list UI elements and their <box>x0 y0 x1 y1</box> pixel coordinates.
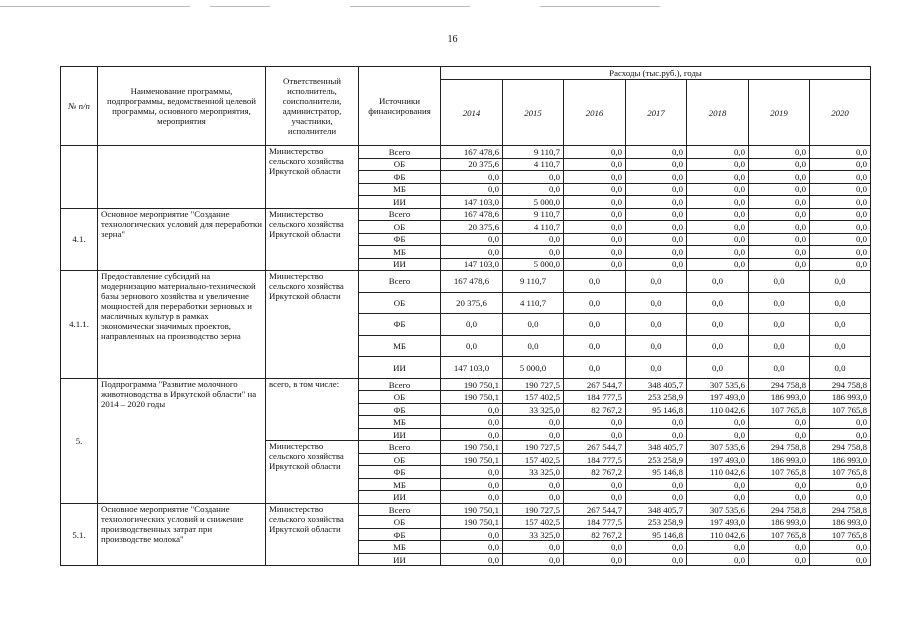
value-2020: 0,0 <box>810 416 871 429</box>
value-2016: 0,0 <box>564 416 626 429</box>
value-2017: 0,0 <box>626 146 687 159</box>
header-responsible: Ответственный исполнитель, соисполнители, администратор, участники, исполнители <box>266 67 359 146</box>
value-2017: 0,0 <box>626 246 687 259</box>
value-2015: 0,0 <box>503 541 564 554</box>
value-2020: 0,0 <box>810 335 871 357</box>
header-year-2017: 2017 <box>626 80 687 146</box>
value-2017: 348 405,7 <box>626 378 687 391</box>
value-2018: 0,0 <box>687 553 749 566</box>
funding-source: ИИ <box>359 491 441 504</box>
value-2018: 0,0 <box>687 246 749 259</box>
value-2015: 0,0 <box>503 314 564 336</box>
value-2017: 0,0 <box>626 478 687 491</box>
funding-source: ФБ <box>359 403 441 416</box>
value-2015: 157 402,5 <box>503 391 564 404</box>
value-2016: 0,0 <box>564 183 626 196</box>
value-2018: 197 493,0 <box>687 453 749 466</box>
value-2017: 95 146,8 <box>626 403 687 416</box>
value-2016: 184 777,5 <box>564 391 626 404</box>
value-2018: 0,0 <box>687 357 749 379</box>
value-2016: 0,0 <box>564 233 626 246</box>
value-2020: 0,0 <box>810 271 871 293</box>
value-2015: 4 110,7 <box>503 221 564 234</box>
value-2016: 267 544,7 <box>564 378 626 391</box>
funding-source: МБ <box>359 541 441 554</box>
value-2016: 267 544,7 <box>564 503 626 516</box>
value-2017: 253 258,9 <box>626 516 687 529</box>
value-2016: 267 544,7 <box>564 441 626 454</box>
funding-source: ИИ <box>359 196 441 209</box>
value-2015: 4 110,7 <box>503 158 564 171</box>
value-2014: 0,0 <box>441 553 503 566</box>
value-2015: 0,0 <box>503 335 564 357</box>
value-2020: 0,0 <box>810 292 871 314</box>
value-2017: 0,0 <box>626 171 687 184</box>
value-2018: 0,0 <box>687 196 749 209</box>
value-2015: 5 000,0 <box>503 357 564 379</box>
value-2017: 0,0 <box>626 491 687 504</box>
funding-source: Всего <box>359 378 441 391</box>
value-2014: 190 750,1 <box>441 453 503 466</box>
value-2018: 307 535,6 <box>687 503 749 516</box>
value-2014: 147 103,0 <box>441 357 503 379</box>
value-2014: 20 375,6 <box>441 221 503 234</box>
row-number <box>61 146 98 209</box>
value-2019: 0,0 <box>749 292 810 314</box>
value-2020: 0,0 <box>810 478 871 491</box>
funding-source: ОБ <box>359 158 441 171</box>
value-2016: 0,0 <box>564 553 626 566</box>
value-2015: 0,0 <box>503 491 564 504</box>
value-2016: 0,0 <box>564 271 626 293</box>
header-expenses: Расходы (тыс.руб.), годы <box>441 67 871 80</box>
value-2020: 0,0 <box>810 171 871 184</box>
value-2020: 0,0 <box>810 428 871 441</box>
value-2020: 186 993,0 <box>810 516 871 529</box>
value-2020: 0,0 <box>810 208 871 221</box>
header-year-2019: 2019 <box>749 80 810 146</box>
value-2018: 0,0 <box>687 271 749 293</box>
value-2017: 0,0 <box>626 314 687 336</box>
value-2016: 0,0 <box>564 158 626 171</box>
value-2019: 107 765,8 <box>749 466 810 479</box>
value-2018: 0,0 <box>687 314 749 336</box>
value-2015: 190 727,5 <box>503 441 564 454</box>
value-2014: 167 478,6 <box>441 208 503 221</box>
table-row <box>61 146 871 159</box>
value-2020: 0,0 <box>810 491 871 504</box>
responsible-executor: Министерство сельского хозяйства Иркутской области <box>266 441 359 504</box>
value-2014: 0,0 <box>441 428 503 441</box>
value-2018: 0,0 <box>687 416 749 429</box>
value-2014: 0,0 <box>441 171 503 184</box>
value-2020: 0,0 <box>810 158 871 171</box>
value-2018: 0,0 <box>687 183 749 196</box>
value-2015: 0,0 <box>503 428 564 441</box>
value-2016: 0,0 <box>564 314 626 336</box>
value-2015: 9 110,7 <box>503 146 564 159</box>
value-2019: 0,0 <box>749 196 810 209</box>
value-2017: 0,0 <box>626 416 687 429</box>
value-2014: 0,0 <box>441 183 503 196</box>
value-2020: 0,0 <box>810 196 871 209</box>
value-2015: 157 402,5 <box>503 453 564 466</box>
value-2015: 0,0 <box>503 416 564 429</box>
row-number: 4.1.1. <box>61 271 98 379</box>
funding-source: МБ <box>359 246 441 259</box>
funding-source: МБ <box>359 183 441 196</box>
value-2016: 0,0 <box>564 146 626 159</box>
value-2017: 95 146,8 <box>626 466 687 479</box>
value-2018: 197 493,0 <box>687 516 749 529</box>
value-2016: 0,0 <box>564 428 626 441</box>
value-2019: 0,0 <box>749 158 810 171</box>
value-2018: 0,0 <box>687 221 749 234</box>
value-2014: 0,0 <box>441 478 503 491</box>
value-2014: 190 750,1 <box>441 516 503 529</box>
value-2014: 147 103,0 <box>441 196 503 209</box>
value-2017: 253 258,9 <box>626 391 687 404</box>
value-2014: 167 478,6 <box>441 271 503 293</box>
header-year-2016: 2016 <box>564 80 626 146</box>
value-2019: 0,0 <box>749 233 810 246</box>
page-number: 16 <box>447 34 458 45</box>
funding-source: Всего <box>359 208 441 221</box>
value-2018: 0,0 <box>687 233 749 246</box>
value-2017: 0,0 <box>626 196 687 209</box>
value-2014: 0,0 <box>441 335 503 357</box>
value-2018: 0,0 <box>687 491 749 504</box>
header-num: № п/п <box>61 67 98 146</box>
value-2018: 110 042,6 <box>687 403 749 416</box>
funding-source: ОБ <box>359 292 441 314</box>
value-2015: 9 110,7 <box>503 271 564 293</box>
value-2020: 294 758,8 <box>810 378 871 391</box>
value-2017: 0,0 <box>626 292 687 314</box>
value-2018: 0,0 <box>687 208 749 221</box>
value-2016: 0,0 <box>564 478 626 491</box>
value-2017: 0,0 <box>626 258 687 271</box>
funding-source: Всего <box>359 441 441 454</box>
funding-source: МБ <box>359 416 441 429</box>
value-2019: 0,0 <box>749 183 810 196</box>
table-row <box>61 208 871 221</box>
value-2019: 294 758,8 <box>749 441 810 454</box>
value-2019: 0,0 <box>749 208 810 221</box>
table-header <box>61 67 871 146</box>
value-2019: 0,0 <box>749 335 810 357</box>
value-2016: 0,0 <box>564 208 626 221</box>
value-2017: 0,0 <box>626 541 687 554</box>
funding-source: ФБ <box>359 171 441 184</box>
value-2014: 0,0 <box>441 246 503 259</box>
table-body <box>61 146 871 566</box>
value-2016: 82 767,2 <box>564 528 626 541</box>
value-2019: 294 758,8 <box>749 503 810 516</box>
value-2019: 186 993,0 <box>749 453 810 466</box>
value-2016: 184 777,5 <box>564 453 626 466</box>
value-2019: 0,0 <box>749 146 810 159</box>
value-2018: 110 042,6 <box>687 466 749 479</box>
value-2020: 0,0 <box>810 258 871 271</box>
table-row <box>61 378 871 391</box>
header-year-2018: 2018 <box>687 80 749 146</box>
value-2017: 0,0 <box>626 335 687 357</box>
value-2017: 95 146,8 <box>626 528 687 541</box>
value-2018: 0,0 <box>687 428 749 441</box>
value-2018: 307 535,6 <box>687 378 749 391</box>
value-2020: 0,0 <box>810 541 871 554</box>
value-2018: 0,0 <box>687 146 749 159</box>
value-2014: 190 750,1 <box>441 503 503 516</box>
funding-source: Всего <box>359 503 441 516</box>
value-2014: 20 375,6 <box>441 292 503 314</box>
scan-top-line <box>0 6 905 7</box>
value-2015: 33 325,0 <box>503 403 564 416</box>
value-2018: 110 042,6 <box>687 528 749 541</box>
value-2018: 0,0 <box>687 258 749 271</box>
value-2014: 0,0 <box>441 233 503 246</box>
value-2020: 107 765,8 <box>810 528 871 541</box>
value-2019: 0,0 <box>749 553 810 566</box>
value-2015: 5 000,0 <box>503 258 564 271</box>
value-2015: 33 325,0 <box>503 528 564 541</box>
value-2019: 186 993,0 <box>749 391 810 404</box>
value-2015: 4 110,7 <box>503 292 564 314</box>
value-2015: 0,0 <box>503 553 564 566</box>
table-row <box>61 271 871 293</box>
value-2014: 0,0 <box>441 314 503 336</box>
value-2014: 147 103,0 <box>441 258 503 271</box>
header-year-2015: 2015 <box>503 80 564 146</box>
value-2019: 0,0 <box>749 541 810 554</box>
value-2016: 0,0 <box>564 335 626 357</box>
value-2014: 0,0 <box>441 466 503 479</box>
value-2016: 82 767,2 <box>564 466 626 479</box>
program-name: Предоставление субсидий на модернизацию материально-технической базы зернового хозяйства и увеличение мощностей для переработки зерновых и масличных культур в рамках экономически значимых проектов, направленных на производство зерна <box>98 271 266 379</box>
value-2018: 0,0 <box>687 292 749 314</box>
program-name: Основное мероприятие "Создание технологических условий и снижение производственных затрат при производстве молока" <box>98 503 266 566</box>
header-year-2014: 2014 <box>441 80 503 146</box>
funding-source: ОБ <box>359 453 441 466</box>
value-2016: 184 777,5 <box>564 516 626 529</box>
value-2016: 0,0 <box>564 258 626 271</box>
value-2019: 0,0 <box>749 171 810 184</box>
value-2018: 0,0 <box>687 541 749 554</box>
value-2015: 190 727,5 <box>503 503 564 516</box>
value-2015: 190 727,5 <box>503 378 564 391</box>
value-2017: 0,0 <box>626 233 687 246</box>
header-year-2020: 2020 <box>810 80 871 146</box>
value-2017: 0,0 <box>626 221 687 234</box>
value-2019: 0,0 <box>749 271 810 293</box>
header-source: Источники финансирования <box>359 67 441 146</box>
value-2020: 0,0 <box>810 246 871 259</box>
value-2018: 0,0 <box>687 158 749 171</box>
responsible-executor: Министерство сельского хозяйства Иркутской области <box>266 271 359 379</box>
funding-source: ОБ <box>359 221 441 234</box>
funding-source: ФБ <box>359 314 441 336</box>
value-2018: 0,0 <box>687 478 749 491</box>
value-2020: 294 758,8 <box>810 503 871 516</box>
program-name: Основное мероприятие "Создание технологических условий для переработки зерна" <box>98 208 266 271</box>
expenses-table <box>60 66 871 566</box>
value-2019: 0,0 <box>749 428 810 441</box>
value-2020: 186 993,0 <box>810 453 871 466</box>
value-2020: 0,0 <box>810 233 871 246</box>
funding-source: ИИ <box>359 258 441 271</box>
value-2020: 0,0 <box>810 357 871 379</box>
funding-source: МБ <box>359 478 441 491</box>
value-2020: 0,0 <box>810 221 871 234</box>
responsible-executor: Министерство сельского хозяйства Иркутской области <box>266 208 359 271</box>
funding-source: ОБ <box>359 391 441 404</box>
value-2020: 0,0 <box>810 146 871 159</box>
value-2016: 0,0 <box>564 541 626 554</box>
value-2020: 107 765,8 <box>810 466 871 479</box>
value-2019: 0,0 <box>749 246 810 259</box>
value-2019: 0,0 <box>749 258 810 271</box>
value-2015: 157 402,5 <box>503 516 564 529</box>
value-2017: 0,0 <box>626 357 687 379</box>
value-2014: 20 375,6 <box>441 158 503 171</box>
value-2020: 107 765,8 <box>810 403 871 416</box>
value-2019: 0,0 <box>749 314 810 336</box>
responsible-executor: Министерство сельского хозяйства Иркутской области <box>266 146 359 209</box>
funding-source: ФБ <box>359 233 441 246</box>
value-2015: 0,0 <box>503 183 564 196</box>
value-2014: 0,0 <box>441 491 503 504</box>
value-2016: 0,0 <box>564 221 626 234</box>
value-2020: 0,0 <box>810 314 871 336</box>
value-2017: 348 405,7 <box>626 441 687 454</box>
value-2019: 186 993,0 <box>749 516 810 529</box>
funding-source: ИИ <box>359 428 441 441</box>
value-2019: 0,0 <box>749 221 810 234</box>
value-2014: 0,0 <box>441 541 503 554</box>
value-2019: 0,0 <box>749 478 810 491</box>
value-2015: 33 325,0 <box>503 466 564 479</box>
row-number: 5.1. <box>61 503 98 566</box>
funding-source: ОБ <box>359 516 441 529</box>
value-2014: 0,0 <box>441 416 503 429</box>
value-2019: 107 765,8 <box>749 403 810 416</box>
value-2019: 107 765,8 <box>749 528 810 541</box>
value-2018: 0,0 <box>687 171 749 184</box>
value-2019: 0,0 <box>749 357 810 379</box>
program-name: Подпрограмма "Развитие молочного животноводства в Иркутской области" на 2014 – 2020 годы <box>98 378 266 503</box>
row-number: 5. <box>61 378 98 503</box>
funding-source: ИИ <box>359 553 441 566</box>
value-2016: 0,0 <box>564 171 626 184</box>
value-2016: 0,0 <box>564 196 626 209</box>
funding-source: ИИ <box>359 357 441 379</box>
funding-source: МБ <box>359 335 441 357</box>
value-2016: 0,0 <box>564 292 626 314</box>
value-2016: 82 767,2 <box>564 403 626 416</box>
value-2018: 307 535,6 <box>687 441 749 454</box>
value-2017: 0,0 <box>626 158 687 171</box>
funding-source: ФБ <box>359 466 441 479</box>
value-2014: 167 478,6 <box>441 146 503 159</box>
value-2015: 0,0 <box>503 171 564 184</box>
value-2014: 190 750,1 <box>441 378 503 391</box>
value-2016: 0,0 <box>564 491 626 504</box>
value-2017: 0,0 <box>626 428 687 441</box>
value-2016: 0,0 <box>564 357 626 379</box>
funding-source: Всего <box>359 271 441 293</box>
value-2017: 0,0 <box>626 553 687 566</box>
table-row <box>61 503 871 516</box>
value-2014: 0,0 <box>441 528 503 541</box>
program-name <box>98 146 266 209</box>
value-2019: 294 758,8 <box>749 378 810 391</box>
value-2015: 5 000,0 <box>503 196 564 209</box>
value-2020: 186 993,0 <box>810 391 871 404</box>
value-2020: 0,0 <box>810 553 871 566</box>
value-2017: 253 258,9 <box>626 453 687 466</box>
value-2017: 348 405,7 <box>626 503 687 516</box>
value-2016: 0,0 <box>564 246 626 259</box>
row-number: 4.1. <box>61 208 98 271</box>
responsible-executor: Министерство сельского хозяйства Иркутской области <box>266 503 359 566</box>
value-2017: 0,0 <box>626 271 687 293</box>
value-2015: 0,0 <box>503 478 564 491</box>
value-2019: 0,0 <box>749 416 810 429</box>
value-2020: 294 758,8 <box>810 441 871 454</box>
value-2014: 190 750,1 <box>441 441 503 454</box>
funding-source: ФБ <box>359 528 441 541</box>
value-2014: 190 750,1 <box>441 391 503 404</box>
value-2018: 197 493,0 <box>687 391 749 404</box>
value-2015: 0,0 <box>503 246 564 259</box>
funding-source: Всего <box>359 146 441 159</box>
value-2014: 0,0 <box>441 403 503 416</box>
value-2019: 0,0 <box>749 491 810 504</box>
value-2017: 0,0 <box>626 183 687 196</box>
header-name: Наименование программы, подпрограммы, ведомственной целевой программы, основного мероприятия, мероприятия <box>98 67 266 146</box>
value-2020: 0,0 <box>810 183 871 196</box>
value-2017: 0,0 <box>626 208 687 221</box>
value-2018: 0,0 <box>687 335 749 357</box>
value-2015: 9 110,7 <box>503 208 564 221</box>
responsible-executor: всего, в том числе: <box>266 378 359 441</box>
value-2015: 0,0 <box>503 233 564 246</box>
